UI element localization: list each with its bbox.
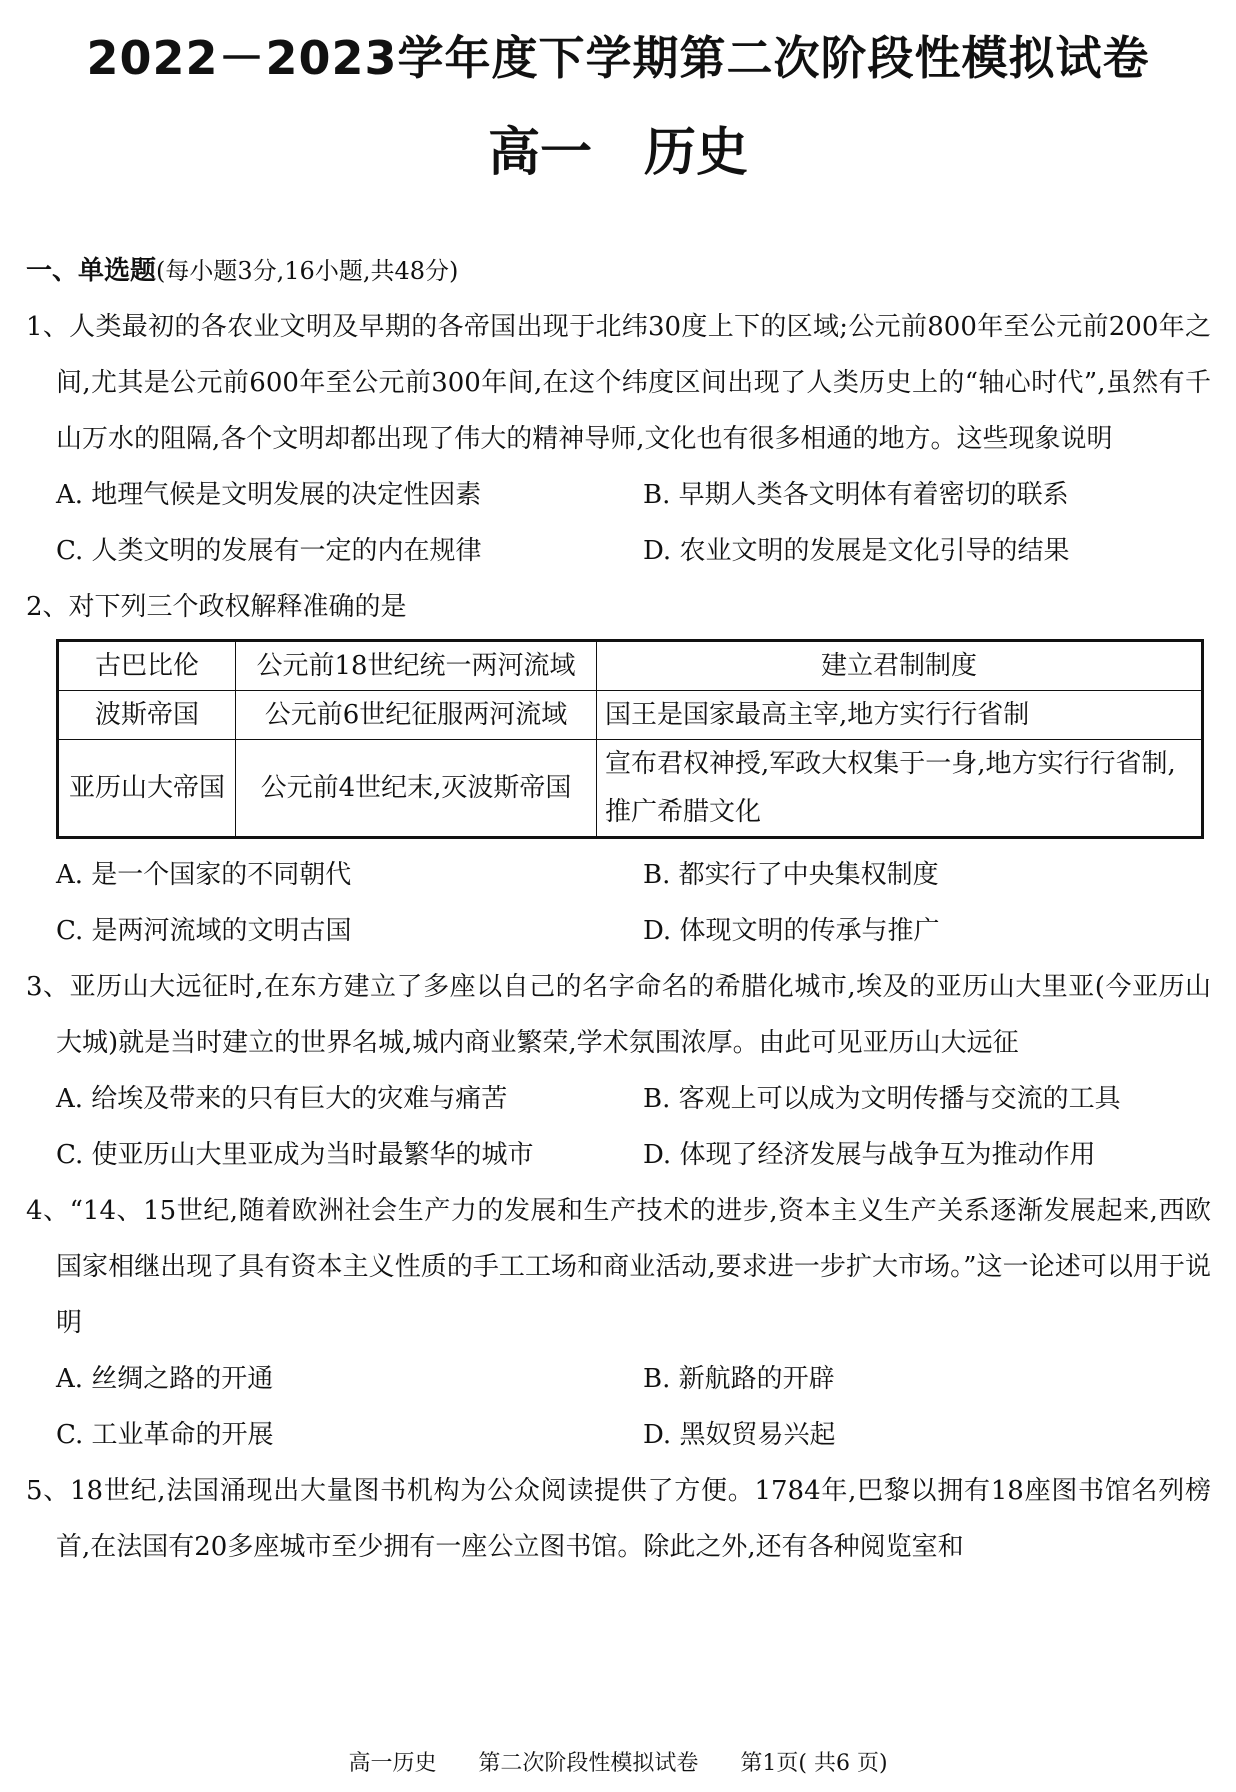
question-3 bbox=[26, 959, 1211, 1183]
table-cell: 公元前18世纪统一两河流域 bbox=[236, 641, 597, 691]
question-stem: 5、18世纪,法国涌现出大量图书机构为公众阅读提供了方便。1784年,巴黎以拥有18座图书馆名列榜首,在法国有20多座城市至少拥有一座公立图书馆。除此之外,还有各种阅览室和 bbox=[26, 1476, 1211, 1562]
question-stem: 2、对下列三个政权解释准确的是 bbox=[26, 592, 407, 622]
option-a: A. 丝绸之路的开通 bbox=[56, 1364, 274, 1394]
exam-title: 2022－2023学年度下学期第二次阶段性模拟试卷 bbox=[86, 31, 1150, 85]
table-cell: 古巴比伦 bbox=[58, 641, 236, 691]
option-c: C. 工业革命的开展 bbox=[56, 1420, 274, 1450]
exam-content bbox=[26, 243, 1211, 1575]
section-heading bbox=[26, 243, 1211, 299]
options-grid bbox=[26, 1351, 1211, 1463]
option-a: A. 地理气候是文明发展的决定性因素 bbox=[56, 480, 482, 510]
options-grid bbox=[26, 847, 1211, 959]
question-4 bbox=[26, 1183, 1211, 1463]
option-b: B. 早期人类各文明体有着密切的联系 bbox=[643, 480, 1069, 510]
option-b: B. 都实行了中央集权制度 bbox=[643, 860, 939, 890]
table-cell: 建立君制制度 bbox=[597, 641, 1203, 691]
table-row bbox=[58, 740, 1203, 838]
question-stem: 3、亚历山大远征时,在东方建立了多座以自己的名字命名的希腊化城市,埃及的亚历山大里亚(今亚历山大城)就是当时建立的世界名城,城内商业繁荣,学术氛围浓厚。由此可见亚历山大远征 bbox=[26, 972, 1211, 1058]
option-a: A. 给埃及带来的只有巨大的灾难与痛苦 bbox=[56, 1084, 508, 1114]
page-footer bbox=[0, 1746, 1236, 1777]
section-title: 一、单选题 bbox=[26, 256, 157, 286]
option-d: D. 体现了经济发展与战争互为推动作用 bbox=[643, 1140, 1096, 1170]
question-5 bbox=[26, 1463, 1211, 1575]
footer-exam: 第二次阶段性模拟试卷 bbox=[478, 1751, 699, 1776]
table-cell: 波斯帝国 bbox=[58, 691, 236, 740]
question-stem: 4、“14、15世纪,随着欧洲社会生产力的发展和生产技术的进步,资本主义生产关系逐渐发展起来,西欧国家相继出现了具有资本主义性质的手工工场和商业活动,要求进一步扩大市场。”这一论述可以用于说明 bbox=[26, 1196, 1211, 1338]
option-a: A. 是一个国家的不同朝代 bbox=[56, 860, 352, 890]
option-c: C. 人类文明的发展有一定的内在规律 bbox=[56, 536, 482, 566]
table-row bbox=[58, 641, 1203, 691]
question-1 bbox=[26, 299, 1211, 579]
table-cell: 公元前4世纪末,灭波斯帝国 bbox=[236, 740, 597, 838]
option-b: B. 新航路的开辟 bbox=[643, 1364, 835, 1394]
exam-subtitle: 高一 历史 bbox=[487, 123, 748, 183]
section-note: (每小题3分,16小题,共48分) bbox=[156, 257, 459, 285]
footer-course: 高一历史 bbox=[348, 1751, 437, 1776]
table-row bbox=[58, 691, 1203, 740]
options-grid bbox=[26, 1071, 1211, 1183]
footer-page: 第1页( 共6 页) bbox=[740, 1751, 888, 1776]
table-cell: 亚历山大帝国 bbox=[58, 740, 236, 838]
question-stem: 1、人类最初的各农业文明及早期的各帝国出现于北纬30度上下的区域;公元前800年至公元前200年之间,尤其是公元前600年至公元前300年间,在这个纬度区间出现了人类历史上的“轴心时代”,虽然有千山万水的阻隔,各个文明却都出现了伟大的精神导师,文化也有很多相通的地方。这些现象说明 bbox=[26, 312, 1211, 454]
options-grid bbox=[26, 467, 1211, 579]
table-cell: 国王是国家最高主宰,地方实行行省制 bbox=[597, 691, 1203, 740]
regimes-table bbox=[56, 639, 1204, 839]
option-c: C. 是两河流域的文明古国 bbox=[56, 916, 352, 946]
option-b: B. 客观上可以成为文明传播与交流的工具 bbox=[643, 1084, 1121, 1114]
option-d: D. 农业文明的发展是文化引导的结果 bbox=[643, 536, 1070, 566]
table-cell: 宣布君权神授,军政大权集于一身,地方实行行省制,推广希腊文化 bbox=[597, 740, 1203, 838]
table-cell: 公元前6世纪征服两河流域 bbox=[236, 691, 597, 740]
option-c: C. 使亚历山大里亚成为当时最繁华的城市 bbox=[56, 1140, 534, 1170]
question-2 bbox=[26, 579, 1211, 959]
option-d: D. 黑奴贸易兴起 bbox=[643, 1420, 836, 1450]
option-d: D. 体现文明的传承与推广 bbox=[643, 916, 940, 946]
